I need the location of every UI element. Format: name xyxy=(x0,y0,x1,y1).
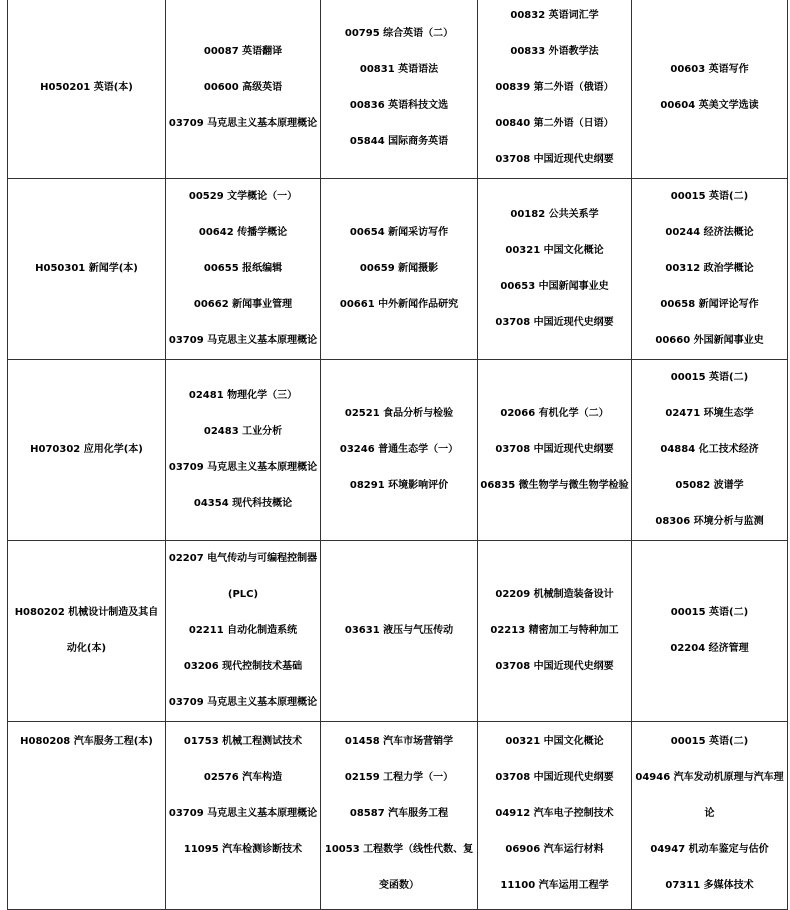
course-entry: 02211 自动化制造系统 xyxy=(188,625,298,636)
course-entry: 00244 经济法概论 xyxy=(665,227,754,238)
course-entry: 00839 第二外语（俄语） xyxy=(495,82,614,93)
course-entry: 04884 化工技术经济 xyxy=(660,444,759,455)
course-entry: 00604 英美文学选读 xyxy=(660,100,759,111)
table-row xyxy=(8,541,788,722)
table-row xyxy=(8,360,788,541)
course-entry: 04912 汽车电子控制技术 xyxy=(495,808,614,819)
course-entry: 02471 环境生态学 xyxy=(665,408,754,419)
course-entry: 00182 公共关系学 xyxy=(510,209,599,220)
course-entry: 03709 马克思主义基本原理概论 xyxy=(168,335,318,346)
course-entry: 00321 中国文化概论 xyxy=(505,736,604,747)
major-name: H080208 汽车服务工程(本) xyxy=(20,736,153,747)
course-entry: 00654 新闻采访写作 xyxy=(349,227,449,238)
course-entry: 05082 波谱学 xyxy=(675,480,744,491)
table-body xyxy=(8,0,788,910)
major-name: H050301 新闻学(本) xyxy=(35,263,138,274)
major-cell xyxy=(8,360,166,541)
course-entry: 06835 微生物学与微生物学检验 xyxy=(480,480,629,491)
course-entry: 00015 英语(二) xyxy=(670,607,749,618)
course-entry: 02066 有机化学（二） xyxy=(500,408,609,419)
course-entry: 00661 中外新闻作品研究 xyxy=(339,299,459,310)
course-entry: 00660 外国新闻事业史 xyxy=(655,335,764,346)
course-entry: 02159 工程力学（一） xyxy=(344,772,454,783)
course-entry: 03708 中国近现代史纲要 xyxy=(495,317,614,328)
course-entry: 07311 多媒体技术 xyxy=(665,880,754,891)
course-cell-1 xyxy=(166,0,321,179)
major-name: H050201 英语(本) xyxy=(40,82,133,93)
course-cell-3 xyxy=(478,179,632,360)
course-entry: 00015 英语(二) xyxy=(670,372,749,383)
table-row xyxy=(8,0,788,179)
course-entry: 00840 第二外语（日语） xyxy=(495,118,614,129)
course-entry: 02209 机械制造装备设计 xyxy=(495,589,614,600)
course-entry: 02481 物理化学（三） xyxy=(188,390,298,401)
course-entry: 02213 精密加工与特种加工 xyxy=(490,625,619,636)
course-entry: 00659 新闻摄影 xyxy=(359,263,439,274)
course-entry: 02483 工业分析 xyxy=(203,426,283,437)
course-entry: 03709 马克思主义基本原理概论 xyxy=(168,808,318,819)
course-entry: 00658 新闻评论写作 xyxy=(660,299,759,310)
course-cell-4 xyxy=(632,0,788,179)
course-entry: 02207 电气传动与可编程控制器(PLC) xyxy=(168,553,318,600)
exam-schedule-table xyxy=(7,0,788,910)
course-cell-2 xyxy=(321,179,478,360)
course-entry: 03708 中国近现代史纲要 xyxy=(495,444,614,455)
course-entry: 00836 英语科技文选 xyxy=(349,100,449,111)
course-entry: 03246 普通生态学（一） xyxy=(339,444,459,455)
course-cell-2 xyxy=(321,541,478,722)
course-cell-2 xyxy=(321,0,478,179)
course-entry: 04354 现代科技概论 xyxy=(193,498,293,509)
course-entry: 03206 现代控制技术基础 xyxy=(183,661,303,672)
course-entry: 00603 英语写作 xyxy=(670,64,749,75)
course-cell-1 xyxy=(166,179,321,360)
course-entry: 08306 环境分析与监测 xyxy=(655,516,764,527)
major-cell xyxy=(8,0,166,179)
course-cell-3 xyxy=(478,541,632,722)
course-entry: 11100 汽车运用工程学 xyxy=(500,880,609,891)
major-name: H080202 机械设计制造及其自动化(本) xyxy=(14,607,159,654)
course-entry: 01753 机械工程测试技术 xyxy=(183,736,303,747)
course-cell-3 xyxy=(478,360,632,541)
course-entry: 00015 英语(二) xyxy=(670,191,749,202)
course-entry: 10053 工程数学（线性代数、复变函数） xyxy=(324,844,474,891)
course-entry: 00529 文学概论（一） xyxy=(188,191,298,202)
course-entry: 02204 经济管理 xyxy=(670,643,749,654)
course-entry: 03709 马克思主义基本原理概论 xyxy=(168,462,318,473)
course-entry: 03709 马克思主义基本原理概论 xyxy=(168,118,318,129)
course-entry: 08587 汽车服务工程 xyxy=(349,808,449,819)
course-entry: 03631 液压与气压传动 xyxy=(344,625,454,636)
course-entry: 03708 中国近现代史纲要 xyxy=(495,661,614,672)
course-entry: 04946 汽车发动机原理与汽车理论 xyxy=(635,772,784,819)
course-entry: 00642 传播学概论 xyxy=(198,227,288,238)
course-cell-4 xyxy=(632,722,788,910)
course-entry: 02576 汽车构造 xyxy=(203,772,283,783)
course-cell-1 xyxy=(166,360,321,541)
course-entry: 00015 英语(二) xyxy=(670,736,749,747)
course-entry: 00655 报纸编辑 xyxy=(203,263,283,274)
major-cell xyxy=(8,722,166,910)
course-entry: 04947 机动车鉴定与估价 xyxy=(650,844,769,855)
major-cell xyxy=(8,541,166,722)
course-entry: 11095 汽车检测诊断技术 xyxy=(183,844,303,855)
course-cell-4 xyxy=(632,360,788,541)
table-row xyxy=(8,722,788,910)
course-entry: 00321 中国文化概论 xyxy=(505,245,604,256)
table-row xyxy=(8,179,788,360)
course-entry: 05844 国际商务英语 xyxy=(349,136,449,147)
course-entry: 00662 新闻事业管理 xyxy=(193,299,293,310)
major-name: H070302 应用化学(本) xyxy=(30,444,143,455)
course-entry: 00833 外语教学法 xyxy=(510,46,599,57)
course-entry: 00087 英语翻译 xyxy=(203,46,283,57)
course-cell-1 xyxy=(166,722,321,910)
course-cell-1 xyxy=(166,541,321,722)
course-entry: 03708 中国近现代史纲要 xyxy=(495,772,614,783)
course-entry: 00832 英语词汇学 xyxy=(510,10,599,21)
course-entry: 01458 汽车市场营销学 xyxy=(344,736,454,747)
course-cell-3 xyxy=(478,722,632,910)
course-entry: 03709 马克思主义基本原理概论 xyxy=(168,697,318,708)
course-cell-2 xyxy=(321,722,478,910)
course-entry: 00600 高级英语 xyxy=(203,82,283,93)
course-cell-3 xyxy=(478,0,632,179)
course-entry: 00312 政治学概论 xyxy=(665,263,754,274)
major-cell xyxy=(8,179,166,360)
course-entry: 08291 环境影响评价 xyxy=(349,480,449,491)
course-entry: 00795 综合英语（二） xyxy=(344,28,454,39)
course-entry: 00831 英语语法 xyxy=(359,64,439,75)
course-cell-4 xyxy=(632,179,788,360)
course-cell-2 xyxy=(321,360,478,541)
course-entry: 02521 食品分析与检验 xyxy=(344,408,454,419)
course-entry: 00653 中国新闻事业史 xyxy=(500,281,609,292)
course-cell-4 xyxy=(632,541,788,722)
course-entry: 03708 中国近现代史纲要 xyxy=(495,154,614,165)
course-entry: 06906 汽车运行材料 xyxy=(505,844,604,855)
